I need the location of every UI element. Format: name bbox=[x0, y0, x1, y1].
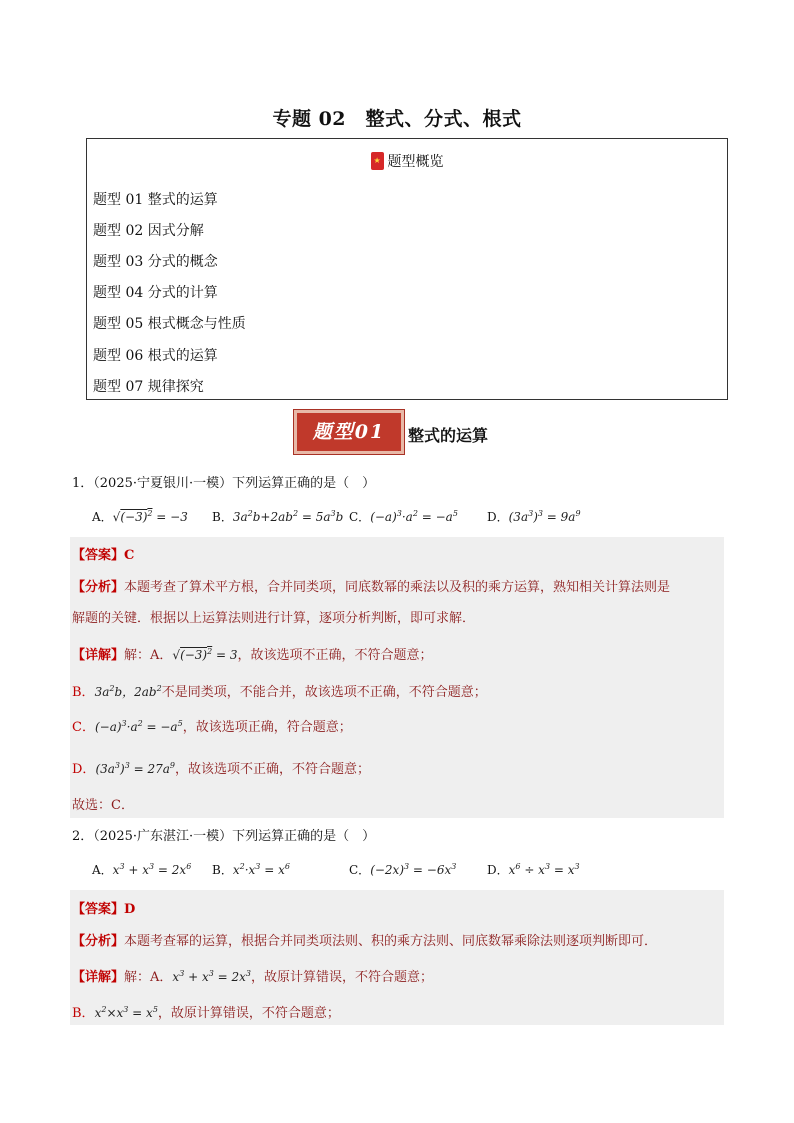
overview-item[interactable]: 题型 04 分式的计算 bbox=[93, 285, 218, 301]
q2-answer: 【答案】D bbox=[72, 902, 136, 917]
q1-answer: 【答案】C bbox=[72, 548, 135, 563]
q1-detail-a: 【详解】解：A．$√(-3)^2 = 3$，故该选项不正确，不符合题意； bbox=[72, 647, 433, 663]
q1-analysis: 【分析】本题考查了算术平方根，合并同类项，同底数幂的乘法以及积的乘方运算，熟知相关计算法则是 bbox=[72, 580, 671, 595]
section-title: 整式的运算 bbox=[408, 426, 489, 445]
q2-analysis: 【分析】本题考查幂的运算，根据合并同类项法则、积的乘方法则、同底数幂乘除法则逐项判断即可． bbox=[72, 934, 658, 949]
question-1-stem: 1．（2025·宁夏银川·一模）下列运算正确的是（ ） bbox=[72, 476, 376, 491]
section-badge: 题型01 bbox=[294, 410, 404, 454]
q1-option-d[interactable]: D．$(3a^3)^3 = 9a^9$ bbox=[487, 509, 581, 524]
q1-detail-c: C．$(-a)^3\cdot a^2 = -a^5$，故该选项正确，符合题意； bbox=[72, 719, 352, 735]
q1-option-b[interactable]: B．$3a^2b+2ab^2 = 5a^3b$ bbox=[212, 509, 344, 524]
overview-item[interactable]: 题型 07 规律探究 bbox=[93, 379, 204, 395]
q2-detail-a: 【详解】解：A．$x^3 + x^3 = 2x^3$，故原计算错误，不符合题意； bbox=[72, 969, 434, 985]
q2-option-c[interactable]: C．$(-2x)^3 = -6x^3$ bbox=[349, 862, 457, 877]
overview-item[interactable]: 题型 01 整式的运算 bbox=[93, 192, 218, 208]
overview-item[interactable]: 题型 06 根式的运算 bbox=[93, 348, 218, 364]
overview-item[interactable]: 题型 02 因式分解 bbox=[93, 223, 204, 239]
page-title: 专题 02 整式、分式、根式 bbox=[272, 108, 522, 130]
overview-item[interactable]: 题型 05 根式概念与性质 bbox=[93, 316, 246, 332]
q2-option-a[interactable]: A．$x^3 + x^3 = 2x^6$ bbox=[92, 862, 192, 877]
q2-detail-b: B．$x^2\times x^3 = x^5$，故原计算错误，不符合题意； bbox=[72, 1005, 340, 1021]
q2-option-d[interactable]: D．$x^6 \div x^3 = x^3$ bbox=[487, 862, 580, 877]
question-2-stem: 2．（2025·广东湛江·一模）下列运算正确的是（ ） bbox=[72, 829, 376, 844]
q2-option-b[interactable]: B．$x^2\cdot x^3 = x^6$ bbox=[212, 862, 290, 877]
q1-detail-b: B．$3a^2b$，$2ab^2$不是同类项，不能合并，故该选项不正确，不符合题意； bbox=[72, 684, 487, 700]
q1-analysis-cont: 解题的关键．根据以上运算法则进行计算，逐项分析判断，即可求解． bbox=[72, 611, 476, 626]
book-icon bbox=[371, 152, 384, 170]
q1-detail-d: D．$(3a^3)^3 = 27a^9$，故该选项不正确，不符合题意； bbox=[72, 761, 371, 777]
overview-heading: ★题型概览 bbox=[87, 151, 727, 171]
q1-conclusion: 故选：C． bbox=[72, 798, 134, 813]
q1-option-a[interactable]: A．$√(-3)^2 = -3$ bbox=[92, 509, 188, 524]
q1-option-c[interactable]: C．$(-a)^3\cdot a^2 = -a^5$ bbox=[349, 509, 458, 524]
overview-box bbox=[86, 138, 728, 400]
overview-item[interactable]: 题型 03 分式的概念 bbox=[93, 254, 218, 270]
